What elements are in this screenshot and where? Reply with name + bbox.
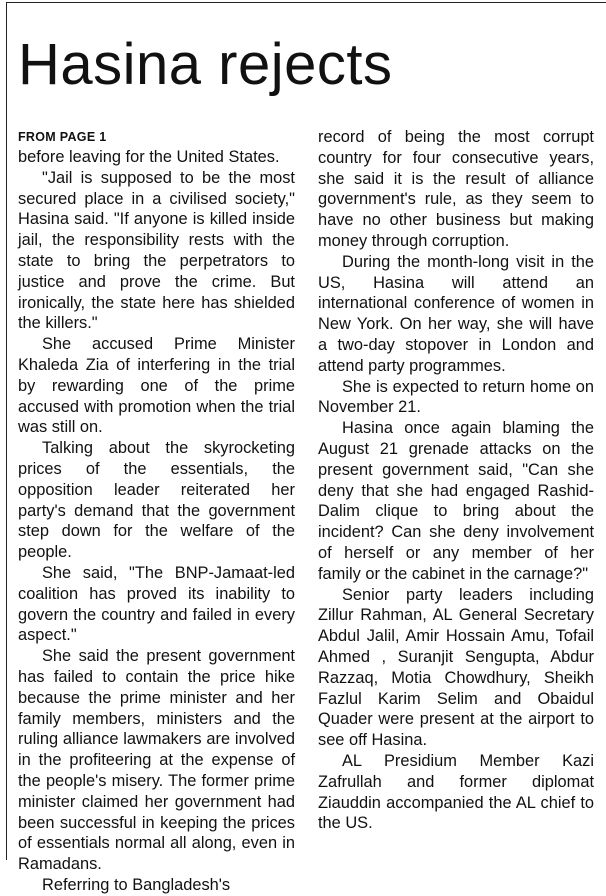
paragraph: before leaving for the United States.: [18, 148, 280, 166]
paragraph: AL Presidium Member Kazi Zafrullah and former diplomat Ziauddin accompanied the AL chief to the US.: [318, 751, 594, 833]
left-border-rule: [6, 2, 7, 860]
paragraph: She said, "The BNP-Jamaat-led coalition has proved its inability to govern the country and failed in every aspect.": [18, 563, 295, 645]
paragraph: She said the present government has failed to contain the price hike because the prime minister and her family members, ministers and the ruling alliance lawmakers are involved in the profiteering at the expense of the people's misery. The former prime minister claimed her government had been successful in keeping the prices of essentials normal all along, even in Ramadans.: [18, 647, 295, 874]
dateline: FROM PAGE 1: [18, 130, 107, 144]
right-column: [318, 127, 594, 834]
paragraph: Talking about the skyrocketing prices of the essentials, the opposition leader reiterated her party's demand that the government step down for the welfare of the people.: [18, 439, 295, 562]
paragraph: During the month-long visit in the US, Hasina will attend an international conference of women in New York. On her way, she will have a two-day stopover in London and attend party programmes.: [318, 252, 594, 375]
paragraph: She accused Prime Minister Khaleda Zia of interfering in the trial by rewarding one of the prime accused with promotion when the trial was still on.: [18, 335, 295, 437]
headline: Hasina rejects: [18, 32, 393, 97]
left-column: [18, 127, 295, 896]
paragraph: record of being the most corrupt country for four consecutive years, she said it is the result of alliance government's rule, as they seem to have no other business but making money through corruption.: [318, 128, 594, 250]
paragraph: Hasina once again blaming the August 21 grenade attacks on the present government said, "Can she deny that she had engaged Rashid-Dalim clique to bring about the incident? Can she deny involvement of herself or any member of her family or the cabinet in the carnage?": [318, 419, 594, 583]
paragraph: Referring to Bangladesh's: [42, 875, 231, 894]
top-border-rule: [6, 2, 606, 3]
paragraph: "Jail is supposed to be the most secured place in a civilised society," Hasina said. "If anyone is killed inside jail, the responsibility rests with the state to bring the perpetrators to justice and prove the crime. But ironically, the state here has shielded the killers.": [18, 168, 295, 333]
paragraph: Senior party leaders including Zillur Rahman, AL General Secretary Abdul Jalil, Amir Hossain Amu, Tofail Ahmed , Suranjit Sengupta, Abdur Razzaq, Motia Chowdhury, Sheikh Fazlul Karim Selim and Obaidul Quader were present at the airport to see off Hasina.: [318, 585, 594, 750]
paragraph: She is expected to return home on November 21.: [318, 377, 594, 417]
